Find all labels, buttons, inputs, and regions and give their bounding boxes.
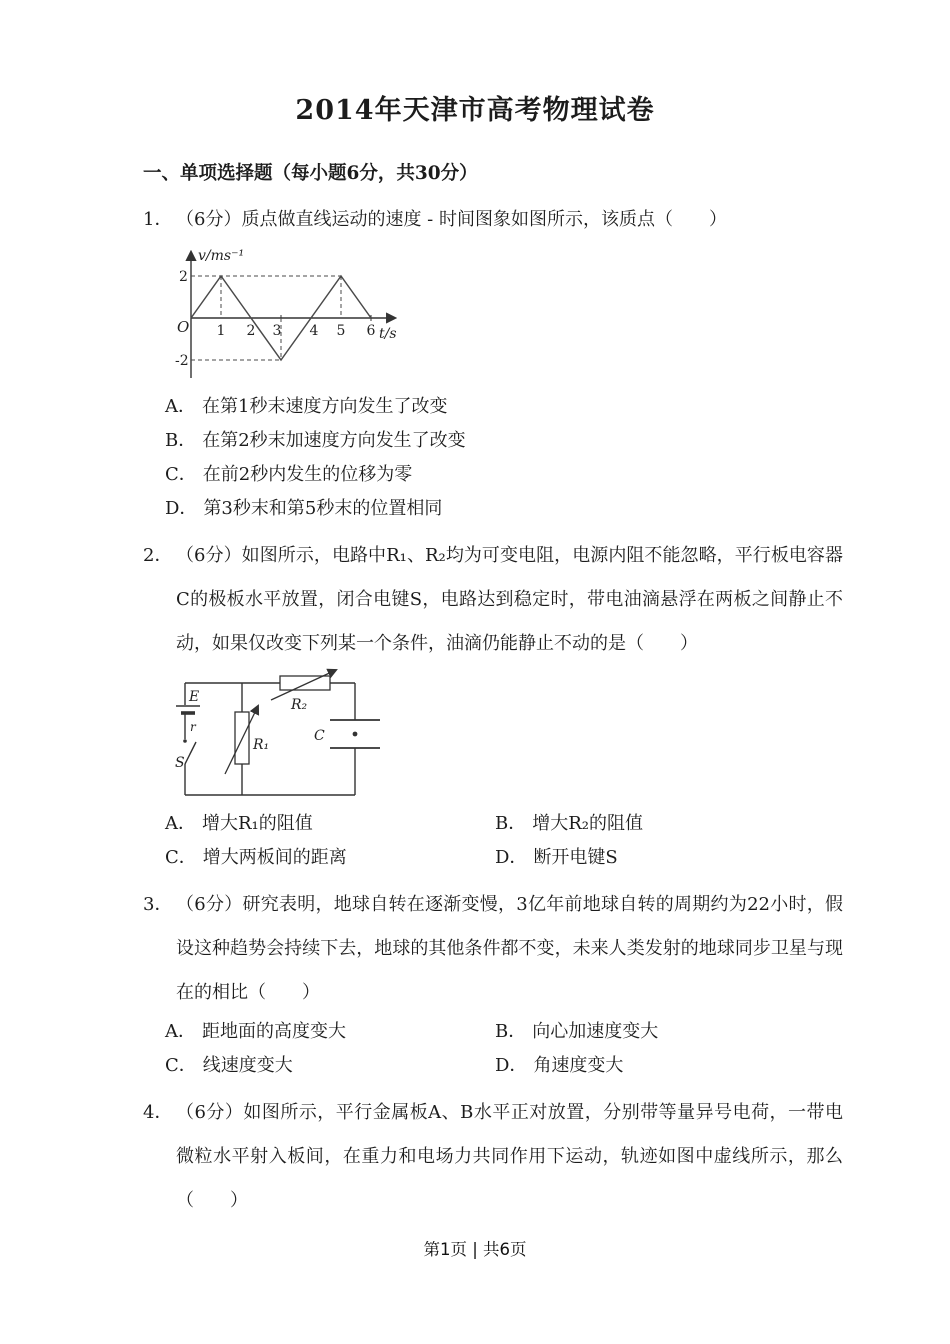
question-2 [143, 534, 843, 875]
option-text: 增大R₁的阻值 [202, 813, 313, 834]
option-text: 线速度变大 [202, 1055, 293, 1076]
option-label: D． [495, 1055, 528, 1076]
option-text: 向心加速度变大 [532, 1021, 659, 1042]
option-text: 增大两板间的距离 [202, 847, 347, 868]
option-label: C． [165, 847, 197, 868]
option-text: 断开电键S [533, 847, 618, 868]
capacitor [330, 720, 380, 748]
question-3-stem [143, 883, 843, 1015]
option-label: A． [165, 813, 196, 834]
option-label: B． [165, 430, 197, 451]
option-label: A． [165, 1021, 196, 1042]
x-tick-1: 1 [216, 323, 226, 339]
question-3-option-d [495, 1049, 843, 1083]
page-title: 2014年天津市高考物理试卷 [295, 95, 655, 126]
option-text: 在第1秒末速度方向发生了改变 [202, 396, 448, 417]
question-4-number: 4． [143, 1102, 173, 1123]
question-3 [143, 883, 843, 1083]
question-3-option-b [495, 1015, 843, 1049]
question-1-text: （6分）质点做直线运动的速度 - 时间图象如图所示，该质点（ ） [176, 209, 727, 230]
question-1-number: 1． [143, 209, 173, 230]
x-tick-4: 4 [309, 323, 319, 339]
switch [183, 739, 196, 764]
circuit-wires [185, 683, 355, 795]
circuit-diagram-svg [175, 668, 390, 803]
x-tick-3: 3 [272, 323, 282, 339]
x-tick-2: 2 [246, 323, 256, 339]
r1-label: R₁ [253, 737, 270, 753]
question-4 [143, 1091, 843, 1223]
option-text: 增大R₂的阻值 [532, 813, 644, 834]
question-1-options [165, 390, 843, 526]
internal-resistance-label: r [190, 720, 196, 734]
question-3-option-c [165, 1049, 495, 1083]
option-label: A． [165, 396, 196, 417]
question-1-option-c [165, 458, 843, 492]
option-label: D． [165, 498, 198, 519]
capacitor-label: C [314, 728, 325, 744]
question-2-stem [143, 534, 843, 666]
x-tick-6: 6 [366, 323, 376, 339]
switch-label: S [175, 755, 185, 771]
option-text: 在第2秒末加速度方向发生了改变 [202, 430, 466, 451]
y-axis-label: v/ms⁻¹ [198, 248, 245, 264]
option-text: 在前2秒内发生的位移为零 [202, 464, 413, 485]
question-1-option-b [165, 424, 843, 458]
question-2-option-a [165, 807, 495, 841]
question-3-option-a [165, 1015, 495, 1049]
question-2-option-d [495, 841, 843, 875]
variable-resistor-r2 [271, 670, 336, 700]
option-text: 角速度变大 [533, 1055, 624, 1076]
oil-drop [353, 732, 358, 737]
option-label: B． [495, 813, 527, 834]
page-footer [0, 1236, 950, 1260]
option-label: D． [495, 847, 528, 868]
option-label: C． [165, 1055, 197, 1076]
question-3-options [165, 1015, 843, 1083]
x-tick-labels [217, 323, 376, 339]
page-indicator: 第1页 | 共6页 [423, 1240, 527, 1259]
y-tick-2: 2 [179, 269, 188, 285]
circuit-diagram [175, 668, 843, 803]
origin-label: O [177, 318, 190, 336]
question-2-option-c [165, 841, 495, 875]
question-1-option-a [165, 390, 843, 424]
question-1 [143, 198, 843, 526]
emf-label: E [189, 689, 200, 705]
question-1-option-d [165, 492, 843, 526]
option-text: 第3秒末和第5秒末的位置相同 [203, 498, 443, 519]
question-2-option-b [495, 807, 843, 841]
question-3-text: （6分）研究表明，地球自转在逐渐变慢，3亿年前地球自转的周期约为22小时，假设这种趋势会持续下去，地球的其他条件都不变，未来人类发射的地球同步卫星与现在的相比（ ） [176, 894, 843, 1003]
x-tick-5: 5 [336, 323, 346, 339]
velocity-time-graph [175, 244, 843, 386]
question-4-stem [143, 1091, 843, 1223]
option-text: 距地面的高度变大 [202, 1021, 346, 1042]
x-axis-label: t/s [379, 326, 397, 342]
question-2-text: （6分）如图所示，电路中R₁、R₂均为可变电阻，电源内阻不能忽略，平行板电容器C的极板水平放置，闭合电键S，电路达到稳定时，带电油滴悬浮在两板之间静止不动，如果仅改变下列某一个条件，油滴仍能静止不动的是（ ） [176, 545, 843, 654]
option-label: B． [495, 1021, 527, 1042]
velocity-time-graph-svg [175, 244, 407, 386]
battery [176, 706, 200, 713]
question-2-options [165, 807, 843, 875]
option-label: C． [165, 464, 197, 485]
question-2-number: 2． [143, 545, 173, 566]
section-heading: 一、单项选择题（每小题6分，共30分） [143, 163, 478, 184]
y-tick-neg2: -2 [175, 353, 189, 369]
question-1-stem [143, 198, 843, 242]
question-4-text: （6分）如图所示，平行金属板A、B水平正对放置，分别带等量异号电荷，一带电微粒水平射入板间，在重力和电场力共同作用下运动，轨迹如图中虚线所示，那么（ ） [176, 1102, 843, 1211]
question-3-number: 3． [143, 894, 173, 915]
r2-label: R₂ [291, 697, 308, 713]
